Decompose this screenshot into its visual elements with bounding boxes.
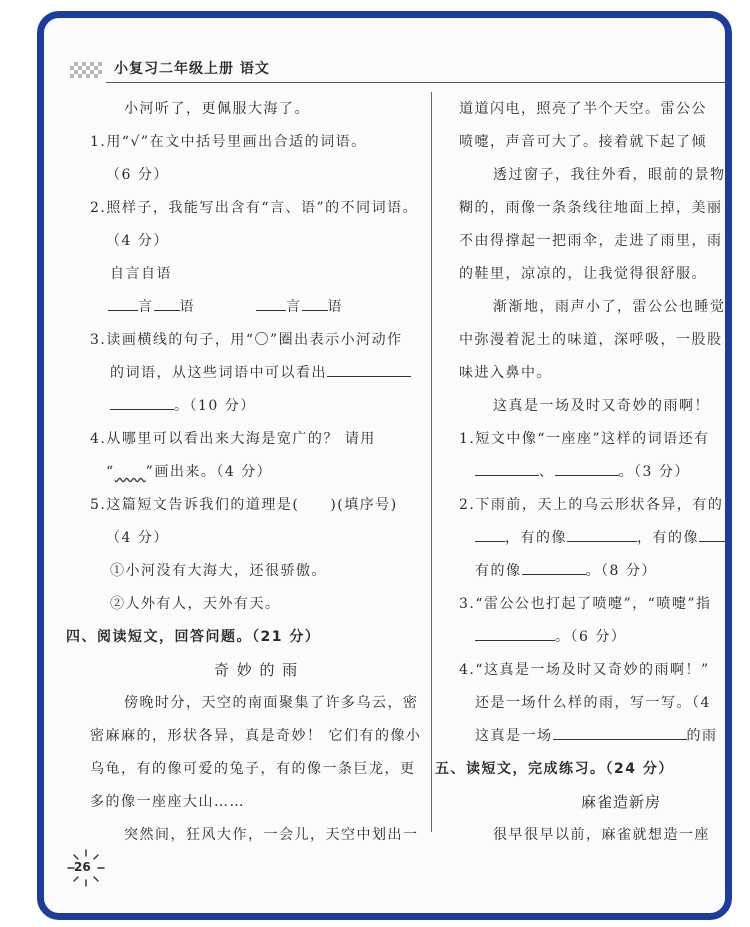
answer-blank[interactable] [475, 527, 505, 542]
story-line: 道道闪电，照亮了半个天空。雷公公 [459, 101, 707, 117]
story-2-line: 很早很早以前，麻雀就想造一座 [493, 827, 710, 843]
question-5: 5.这篇短文告诉我们的道理是( )(填序号) [90, 497, 398, 513]
question-2-example: 自言自语 [110, 266, 172, 282]
answer-blank[interactable] [475, 626, 555, 641]
story-title: 奇 妙 的 雨 [214, 661, 299, 679]
story-paragraph-1: 傍晚时分，天空的南面聚集了许多乌云，密 [124, 695, 419, 711]
story-line: 多的像一座座大山…… [90, 794, 245, 810]
right-question-1-answers: 、 。（3 分） [475, 461, 690, 481]
question-1-score: （6 分） [106, 167, 169, 183]
answer-blank[interactable] [108, 296, 138, 311]
page-number: 26 [74, 860, 91, 874]
right-question-3-answer: 。（6 分） [475, 626, 626, 646]
answer-blank[interactable] [256, 296, 286, 311]
question-5-option-2: ②人外有人，天外有天。 [110, 596, 281, 612]
question-3: 3.读画横线的句子，用“〇”圈出表示小河动作 [90, 332, 403, 348]
story-line: 密麻麻的，形状各异，真是奇妙！ 它们有的像小 [90, 728, 422, 744]
question-2-answer-1: 言 语 [108, 296, 195, 316]
header-title: 小复习二年级上册 语文 [114, 61, 270, 77]
left-column [44, 18, 431, 913]
story-line: 糊的，雨像一条条线往地面上掉，美丽 [459, 200, 723, 216]
story-2-title: 麻雀造新房 [581, 793, 662, 811]
right-question-3: 3.“雷公公也打起了喷嚏”，“喷嚏”指 [459, 596, 712, 612]
story-line: 喷嚏，声音可大了。接着就下起了倾 [459, 134, 707, 150]
story-line: 中弥漫着泥土的味道，深呼吸，一股股 [459, 332, 723, 348]
wavy-line-mark [115, 464, 146, 480]
question-5-option-1: ①小河没有大海大，还很骄傲。 [110, 563, 327, 579]
question-2-answer-2: 言 语 [256, 296, 343, 316]
right-question-4-line-2: 还是一场什么样的雨，写一写。（4 [475, 695, 711, 711]
question-4: 4.从哪里可以看出来大海是宽广的？ 请用 [90, 431, 376, 447]
story-paragraph-4: 渐渐地，雨声小了，雷公公也睡觉 [493, 299, 725, 315]
workbook-page [44, 18, 725, 913]
question-3-line-2: 的词语，从这些词语中可以看出 [110, 362, 411, 382]
section-5-heading: 五、读短文，完成练习。（24 分） [435, 761, 674, 777]
question-4-line-2: “ ”画出来。（4 分） [106, 464, 273, 480]
answer-blank[interactable] [110, 395, 174, 410]
question-2: 2.照样子，我能写出含有“言、语”的不同词语。 [90, 200, 419, 216]
right-column [431, 18, 725, 913]
question-1: 1.用“√”在文中括号里画出合适的词语。 [90, 134, 367, 150]
page-frame [37, 11, 732, 920]
right-question-2-line-2: ，有的像 ，有的像 [475, 527, 725, 547]
section-4-heading: 四、阅读短文，回答问题。（21 分） [66, 629, 321, 645]
answer-blank[interactable] [327, 362, 411, 377]
answer-blank[interactable] [567, 527, 637, 542]
story-paragraph-2: 突然间，狂风大作，一会儿，天空中划出一 [124, 827, 419, 843]
right-question-1: 1.短文中像“一座座”这样的词语还有 [459, 431, 710, 447]
page-number-badge [66, 848, 106, 888]
story-line: 味进入鼻中。 [459, 365, 552, 381]
right-question-2: 2.下雨前，天上的乌云形状各异，有的 [459, 497, 724, 513]
story-line: 的鞋里，凉凉的，让我觉得很舒服。 [459, 266, 707, 282]
question-2-score: （4 分） [106, 233, 169, 249]
story-line: 不由得撑起一把雨伞，走进了雨里，雨 [459, 233, 723, 249]
answer-blank[interactable] [699, 527, 725, 542]
question-5-score: （4 分） [106, 530, 169, 546]
question-3-line-3: 。（10 分） [110, 395, 256, 415]
story-line: 乌龟，有的像可爱的兔子，有的像一条巨龙，更 [90, 761, 416, 777]
right-question-4-line-3: 这真是一场 的雨 [475, 725, 718, 745]
answer-blank[interactable] [154, 296, 180, 311]
story-paragraph-5: 这真是一场及时又奇妙的雨啊！ [493, 398, 710, 414]
answer-blank[interactable] [522, 560, 586, 575]
right-question-4: 4.“这真是一场及时又奇妙的雨啊！” [459, 662, 710, 678]
answer-blank[interactable] [302, 296, 328, 311]
answer-blank[interactable] [555, 461, 619, 476]
answer-blank[interactable] [553, 725, 687, 740]
answer-blank[interactable] [475, 461, 539, 476]
story-end-line: 小河听了，更佩服大海了。 [124, 101, 310, 117]
right-question-2-line-3: 有的像 。（8 分） [475, 560, 657, 580]
story-paragraph-3: 透过窗子，我往外看，眼前的景物 [493, 167, 725, 183]
